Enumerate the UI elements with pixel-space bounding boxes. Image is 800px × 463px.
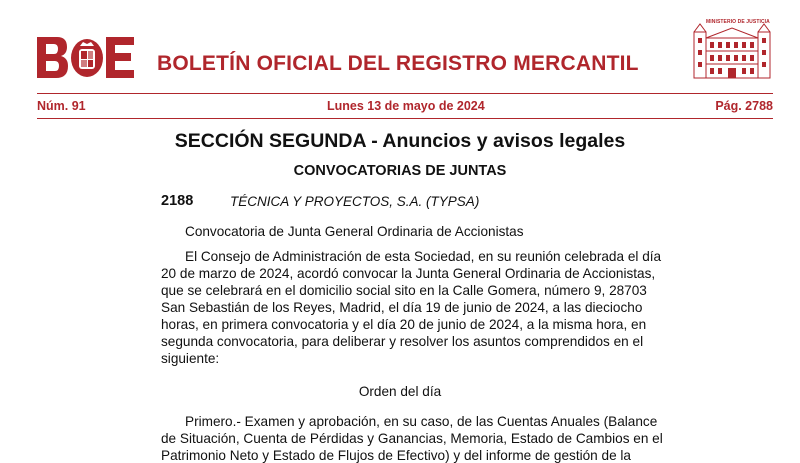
gazette-title: BOLETÍN OFICIAL DEL REGISTRO MERCANTIL	[157, 52, 639, 75]
announcement-number: 2188	[161, 193, 194, 209]
issue-number: Núm. 91	[37, 99, 86, 113]
paragraph-line: horas, en primera convocatoria y el día 20 de junio de 2024, a la misma hora, en	[161, 317, 647, 332]
page-number: Pág. 2788	[715, 99, 773, 113]
issue-date: Lunes 13 de mayo de 2024	[327, 99, 485, 113]
paragraph-line: siguiente:	[161, 351, 220, 366]
agenda-line: Patrimonio Neto y Estado de Flujos de Efectivo) y del informe de gestión de la	[161, 448, 631, 463]
paragraph-line: El Consejo de Administración de esta Sociedad, en su reunión celebrada el día	[185, 249, 662, 264]
announcement-heading: Convocatoria de Junta General Ordinaria de Accionistas	[185, 224, 524, 239]
boe-logo	[37, 37, 134, 78]
ministry-label: MINISTERIO DE JUSTICIA	[706, 19, 770, 25]
paragraph-line: San Sebastián de los Reyes, Madrid, el día 19 de junio de 2024, a las dieciocho	[161, 300, 643, 315]
ministry-building-icon	[690, 18, 774, 80]
subsection-title: CONVOCATORIAS DE JUNTAS	[293, 163, 507, 179]
agenda-line: Primero.- Examen y aprobación, en su caso, de las Cuentas Anuales (Balance	[185, 414, 658, 429]
section-title: SECCIÓN SEGUNDA - Anuncios y avisos legales	[174, 130, 626, 152]
agenda-line: de Situación, Cuenta de Pérdidas y Ganancias, Memoria, Estado de Cambios en el	[161, 431, 663, 446]
paragraph-line: 20 de marzo de 2024, acordó convocar la Junta General Ordinaria de Accionistas,	[161, 266, 656, 281]
paragraph-line: segunda convocatoria, para deliberar y resolver los asuntos comprendidos en el	[161, 334, 644, 349]
header-rule-top	[37, 93, 773, 94]
header-rule-bottom	[37, 118, 773, 119]
company-name: TÉCNICA Y PROYECTOS, S.A. (TYPSA)	[230, 194, 480, 209]
agenda-title: Orden del día	[358, 384, 442, 399]
paragraph-line: que se celebrará en el domicilio social sito en la Calle Gomera, número 9, 28703	[161, 283, 647, 298]
